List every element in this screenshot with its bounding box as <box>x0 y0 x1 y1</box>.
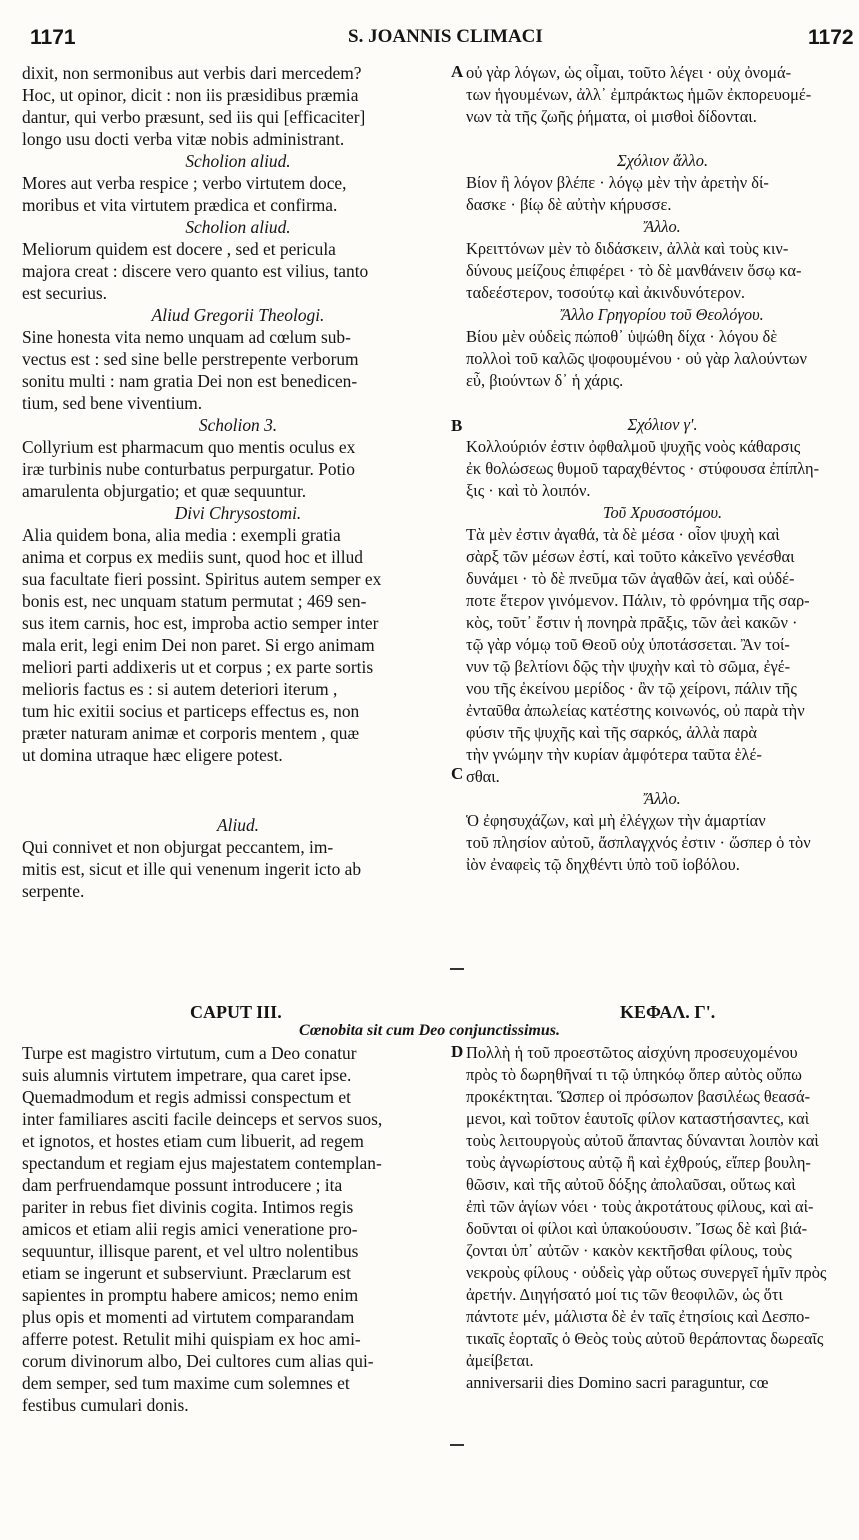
latin-line: amarulenta objurgatio; et quæ sequuntur. <box>22 481 307 501</box>
latin-line: sus item carnis, hoc est, improba actio semper inter <box>22 613 379 633</box>
latin-line: sua facultate fieri possint. Spiritus autem semper ex <box>22 569 382 589</box>
greek-line: τοὺς λειτουργοὺς αὐτοῦ ἅπαντας δύνανται λοιπὸν καὶ <box>466 1131 819 1150</box>
greek-line: ἰὸν ἐναφεὶς τῷ δηχθέντι ὑπὸ τοῦ ἰοβόλου. <box>466 855 740 874</box>
greek-line: προκέκτηται. Ὥσπερ οἱ πρόσωπον βασιλέως θεασά- <box>466 1087 811 1106</box>
page-number-left: 1171 <box>30 26 76 49</box>
latin-line: tium, sed bene viventium. <box>22 393 203 413</box>
greek-line: νων τὰ τῆς ζωῆς ῥήματα, οἱ μισθοὶ δίδονται. <box>466 107 757 126</box>
bottom-divider <box>450 1444 464 1446</box>
greek-line: θῶσιν, καὶ τῆς αὐτοῦ δόξης ἀπολαῦσαι, οὕτως καὶ <box>466 1175 796 1194</box>
greek-line: πάντοτε μέν, μάλιστα δὲ ἐν ταῖς ἐτησίοις καὶ Δεσπο- <box>466 1307 810 1326</box>
latin-line: iræ turbinis nube conturbatus perpurgatur. Potio <box>22 459 355 479</box>
latin-heading: Aliud. <box>216 815 260 835</box>
greek-heading: Τοῦ Χρυσοστόμου. <box>602 503 723 522</box>
latin-line: corum divinorum albo, Dei cultores cum alias qui- <box>22 1351 374 1371</box>
greek-heading: Ἄλλο. <box>644 789 681 808</box>
latin-heading: Divi Chrysostomi. <box>174 503 302 523</box>
latin-line: tum hic exitii socius et particeps effectus es, non <box>22 701 360 721</box>
greek-line: τικαῖς ἑορταῖς ὁ Θεὸς τοὺς αὐτοῦ θεράποντας δωρεαῖς <box>466 1329 824 1348</box>
greek-line: τῷ γὰρ νόμῳ τοῦ Θεοῦ οὐχ ὑποτάσσεται. Ἂν τοί- <box>466 635 790 654</box>
greek-line: ταδεέστερον, τοσούτῳ καὶ ἀκινδυνότερον. <box>466 283 746 302</box>
greek-line: τοὺς ἀγνωρίστους αὐτῷ ἢ καὶ ἐχθρούς, εἴπερ βουλη- <box>466 1153 811 1172</box>
latin-line: amicos et etiam alii regis amici veneratione pro- <box>22 1219 358 1239</box>
latin-line: festibus cumulari donis. <box>22 1395 189 1415</box>
greek-line: τὴν γνώμην τὴν κυρίαν ἀμφότερα ταῦτα ἑλέ- <box>466 745 762 764</box>
greek-line: πολλοὶ τοῦ καλῶς ψοφουμένου · οὐ γὰρ λαλούντων <box>466 349 807 368</box>
greek-line: οὐ γὰρ λόγων, ὡς οἶμαι, τοῦτο λέγει · οὐχ ὀνομά- <box>466 63 792 82</box>
latin-column-top <box>22 62 454 766</box>
latin-heading: Scholion 3. <box>198 415 278 435</box>
greek-line: νυν τῷ βελτίονι δῷς τὴν ψυχὴν καὶ τὸ σῶμα, ἐγέ- <box>466 657 791 676</box>
latin-line: præter naturam animæ et corporis mentem , quæ <box>22 723 360 743</box>
latin-line: majora creat : discere vero quanto est vilius, tanto <box>22 261 369 281</box>
greek-line: Βίου μὲν οὐδεὶς πώποθ᾽ ὑψώθη δίχα · λόγου δὲ <box>466 327 778 346</box>
greek-line: φύσιν τῆς ψυχῆς καὶ τῆς σαρκός, ἀλλὰ παρὰ <box>466 723 758 742</box>
section-divider <box>450 968 464 970</box>
latin-line: mala erit, legi enim Dei non paret. Si ergo animam <box>22 635 375 655</box>
chapter-heading-greek: ΚΕΦΑΛ. Γ'. <box>620 1002 716 1022</box>
latin-line: dam perfruendamque possunt introducere ; ita <box>22 1175 343 1195</box>
margin-letter-d: D <box>451 1042 464 1061</box>
greek-line: ζονται ὑπ᾽ αὐτῶν · κακὸν κεκτῆσθαι φίλους, τοὺς <box>466 1241 792 1260</box>
greek-heading: Σχόλιον γ'. <box>627 415 698 434</box>
greek-line: ἐνταῦθα ἀπωλείας κατέστης κοινωνός, οὐ παρὰ τὴν <box>466 701 805 720</box>
greek-line: anniversarii dies Domino sacri paraguntur, cœ <box>466 1373 769 1392</box>
latin-column-bottom <box>22 1042 454 1416</box>
running-title: S. JOANNIS CLIMACI <box>348 26 543 47</box>
latin-line: Collyrium est pharmacum quo mentis oculus ex <box>22 437 356 457</box>
greek-line: ἀρετήν. Διηγήσατό μοί τις τῶν θεοφιλῶν, ὡς ὅτι <box>466 1285 783 1304</box>
latin-line: dixit, non sermonibus aut verbis dari mercedem? <box>22 63 362 83</box>
margin-letter-b: B <box>451 416 463 435</box>
latin-line: etiam se ingerunt et subserviunt. Præclarum est <box>22 1263 351 1283</box>
latin-line: pariter in rebus fiet divinis cogita. Intimos regis <box>22 1197 354 1217</box>
margin-letter-c: C <box>451 764 464 783</box>
latin-aliud-block <box>22 814 454 902</box>
latin-line: Quemadmodum et regis admissi conspectum et <box>22 1087 351 1107</box>
greek-line: τοῦ πλησίον αὐτοῦ, ἄσπλαγχνός ἐστιν · ὥσπερ ὁ τὸν <box>466 833 811 852</box>
greek-line: σθαι. <box>466 767 500 786</box>
greek-line: δοῦνται οἱ φίλοι καὶ ὑπακούουσιν. Ἴσως δὲ καὶ βιά- <box>466 1219 808 1238</box>
greek-line: Τὰ μὲν ἐστιν ἀγαθά, τὰ δὲ μέσα · οἷον ψυχὴ καὶ <box>466 525 780 544</box>
greek-line: ἐπὶ τῶν ἁγίων νόει · τοὺς ἀκροτάτους φίλους, καὶ αἰ- <box>466 1197 814 1216</box>
latin-line: moribus et vita virtutem prædica et confirma. <box>22 195 338 215</box>
latin-heading: Scholion aliud. <box>185 217 291 237</box>
greek-line: ἐκ θολώσεως θυμοῦ ταραχθέντος · στύφουσα ἐπίπλη- <box>466 459 820 478</box>
greek-line: Κρειττόνων μὲν τὸ διδάσκειν, ἀλλὰ καὶ τοὺς κιν- <box>466 239 789 258</box>
latin-heading: Scholion aliud. <box>185 151 291 171</box>
latin-line: Hoc, ut opinor, dicit : non iis præsidibus præmia <box>22 85 359 105</box>
greek-line: νεκροὺς φίλους · οὐδεὶς γὰρ οὕτως συνεργεῖ ἡμῖν πρὸς <box>466 1263 827 1282</box>
latin-line: suis alumnis virtutem impetrare, qua caret ipse. <box>22 1065 352 1085</box>
latin-line: Mores aut verba respice ; verbo virtutem doce, <box>22 173 347 193</box>
greek-line: Κολλούριόν ἐστιν ὀφθαλμοῦ ψυχῆς νοὸς κάθαρσις <box>466 437 801 456</box>
chapter-subtitle: Cœnobita sit cum Deo conjunctissimus. <box>299 1022 560 1039</box>
greek-heading: Ἄλλο Γρηγορίου τοῦ Θεολόγου. <box>561 305 764 324</box>
latin-line: longo usu docti verba vitæ nobis administrant. <box>22 129 345 149</box>
greek-line: μενοι, καὶ τοῦτον ἑαυτοῖς φίλον καταστήσαντες, καὶ <box>466 1109 810 1128</box>
latin-line: anima et corpus ex mediis sunt, quod hoc et illud <box>22 547 363 567</box>
latin-line: afferre potest. Retulit mihi quispiam ex hoc ami- <box>22 1329 361 1349</box>
latin-line: est securius. <box>22 283 108 303</box>
latin-line: melioris factus es : si autem deteriori iterum , <box>22 679 338 699</box>
latin-line: vectus est : sed sine belle perstrepente verborum <box>22 349 359 369</box>
latin-line: Meliorum quidem est docere , sed et pericula <box>22 239 336 259</box>
greek-line: πρὸς τὸ δωρηθῆναί τι τῷ ὑπηκόῳ ὅπερ αὐτὸς οὔπω <box>466 1065 802 1084</box>
greek-column-bottom <box>466 1042 859 1394</box>
greek-column-top <box>466 62 859 876</box>
greek-line: δασκε · βίῳ δὲ αὐτὴν κήρυσσε. <box>466 195 672 214</box>
greek-heading: Σχόλιον ἄλλο. <box>616 151 709 170</box>
latin-line: mitis est, sicut et ille qui venenum ingerit icto ab <box>22 859 362 879</box>
latin-line: Sine honesta vita nemo unquam ad cœlum sub- <box>22 327 351 347</box>
latin-line: dem semper, sed tum maxime cum solemnes et <box>22 1373 350 1393</box>
greek-line: Πολλὴ ἡ τοῦ προεστῶτος αἰσχύνη προσευχομένου <box>466 1043 798 1062</box>
latin-line: sequuntur, illisque parent, et vel ultro nolentibus <box>22 1241 359 1261</box>
greek-line: νου τῆς ἐκείνου μερίδος · ἂν τῷ χείρονι, πάλιν τῆς <box>466 679 797 698</box>
greek-line: κὸς, τοῦτ᾽ ἔστιν ἡ πονηρὰ πρᾶξις, τῶν ἀεὶ κακῶν · <box>466 613 798 632</box>
greek-line <box>466 128 859 150</box>
latin-line: bonis est, nec unquam statum permutat ; 469 sen- <box>22 591 367 611</box>
greek-line: ξις · καὶ τὸ λοιπόν. <box>466 481 591 500</box>
latin-line: sonitu multi : nam gratia Dei non est benedicen- <box>22 371 358 391</box>
page-number-right: 1172 <box>808 26 854 49</box>
latin-line: dantur, qui verbo præsunt, sed iis qui [efficaciter] <box>22 107 366 127</box>
latin-line: meliori parti addixeris ut et corpus ; ex parte sortis <box>22 657 374 677</box>
greek-line: ἀμείβεται. <box>466 1351 534 1370</box>
margin-letter-a: A <box>451 62 464 81</box>
latin-line: Alia quidem bona, alia media : exempli gratia <box>22 525 341 545</box>
latin-line: inter familiares asciti facile deinceps et servos suos, <box>22 1109 383 1129</box>
greek-heading: Ἄλλο. <box>644 217 681 236</box>
greek-line: δυνάμει · τὸ δὲ πνεῦμα τῶν ἀγαθῶν ἀεί, καὶ οὐδέ- <box>466 569 795 588</box>
greek-line <box>466 392 859 414</box>
greek-line: ποτε ἕτερον γινόμενον. Πάλιν, τὸ φρόνημα τῆς σαρ- <box>466 591 810 610</box>
greek-line: Βίον ἢ λόγον βλέπε · λόγῳ μὲν τὴν ἀρετὴν δί- <box>466 173 769 192</box>
latin-heading: Aliud Gregorii Theologi. <box>151 305 325 325</box>
latin-line: et ignotos, et hostes etiam cum libuerit, ad regem <box>22 1131 364 1151</box>
latin-line: plus opis et momenti ad virtutem comparandam <box>22 1307 355 1327</box>
latin-line: serpente. <box>22 881 85 901</box>
latin-line: spectandum et regiam ejus majestatem contemplan- <box>22 1153 382 1173</box>
greek-line: Ὁ ἐφησυχάζων, καὶ μὴ ἐλέγχων τὴν ἁμαρτίαν <box>466 811 766 830</box>
latin-line: ut domina utraque hæc eligere potest. <box>22 745 283 765</box>
greek-line: δύνους μείζους ἐπιφέρει · τὸ δὲ μανθάνειν ὅσῳ κα- <box>466 261 802 280</box>
latin-line: sapientes in promptu habere amicos; nemo enim <box>22 1285 359 1305</box>
greek-line: σὰρξ τῶν μέσων ἐστί, καὶ τοῦτο κἀκεῖνο γενέσθαι <box>466 547 795 566</box>
chapter-heading-latin: CAPUT III. <box>190 1002 282 1022</box>
latin-line: Turpe est magistro virtutum, cum a Deo conatur <box>22 1043 357 1063</box>
latin-line: Qui connivet et non objurgat peccantem, im- <box>22 837 334 857</box>
greek-line: εὖ, βιούντων δ᾽ ἡ χάρις. <box>466 371 624 390</box>
greek-line: των ἡγουμένων, ἀλλ᾽ ἐμπράκτως ἡμῶν ἐκπορευομέ- <box>466 85 812 104</box>
